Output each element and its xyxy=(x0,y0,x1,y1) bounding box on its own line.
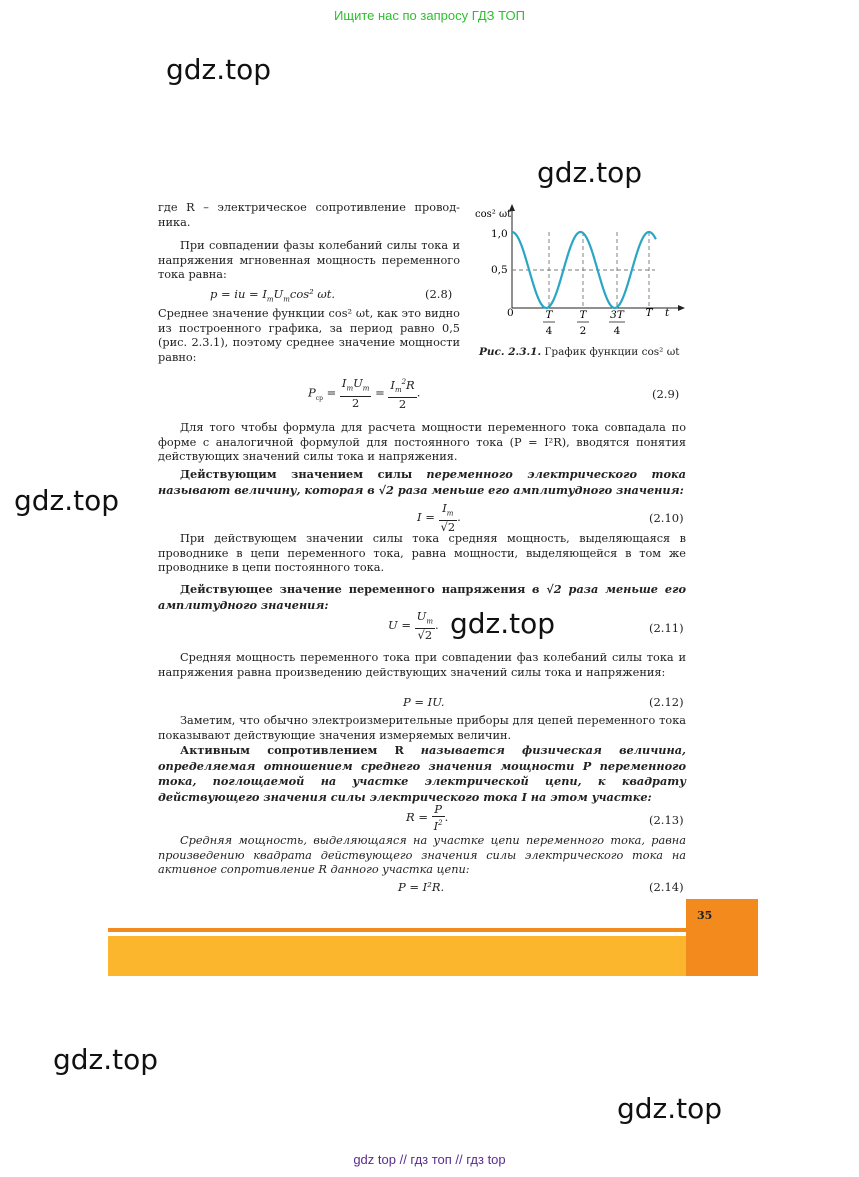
caption-text: График функции cos² ωt xyxy=(544,346,680,358)
paragraph: При совпадении фазы колебаний силы тока и напряжения мгновенная мощность переменного тока равна: xyxy=(158,239,460,282)
paragraph: Для того чтобы формула для расчета мощности переменного тока совпадала по форме с аналогичной формулой для постоянного тока (P = I²R), вводятся понятия действующих значений силы тока и напряжения. xyxy=(158,421,686,464)
watermark: gdz.top xyxy=(14,484,120,517)
definition-body: в √2 раза меньше его амплитудного значения: xyxy=(158,582,686,612)
figure-graph xyxy=(465,196,690,361)
definition-term: Действующим значением силы xyxy=(180,467,413,481)
page-number-block xyxy=(686,899,758,976)
definition xyxy=(158,743,686,805)
definition-term: Активным сопротивлением R xyxy=(180,743,404,757)
x-axis-label: t xyxy=(665,307,670,319)
y-tick-label: 0,5 xyxy=(491,264,508,276)
formula-2-14: P = I²R. xyxy=(398,880,445,894)
formula-number: (2.13) xyxy=(649,813,684,827)
formula-2-10: I = $\frac{I_m}{√2}$ . xyxy=(417,501,461,535)
formula-2-9: $P_{ср}$ = $\frac{I_mU_m}{2}$ = $\frac{I_m^2R}{2}$ . xyxy=(308,376,421,412)
formula-2-11: U = $\frac{U_m}{√2}$ . xyxy=(388,609,439,643)
origin-label: 0 xyxy=(507,307,514,319)
page-number: 35 xyxy=(697,909,713,922)
stripe-band xyxy=(108,936,686,976)
x-axis-arrow xyxy=(678,305,685,311)
watermark: gdz.top xyxy=(166,53,272,86)
x-tick-label: T xyxy=(645,307,653,319)
paragraph: При действующем значении силы тока средняя мощность, выделяющаяся в проводнике в цепи переменного тока, равна мощности, выделяющейся в том же проводнике в цепи постоянного тока. xyxy=(158,532,686,575)
paragraph: где R – электрическое сопротивление провод-ника. xyxy=(158,201,460,229)
caption-label: Рис. 2.3.1. xyxy=(479,346,542,358)
stripe-line xyxy=(108,928,686,932)
formula-2-8: p = iu = $I_mU_m\cos^2$ ωt. xyxy=(210,287,336,304)
watermark: gdz.top xyxy=(450,607,556,640)
dashed-guides xyxy=(512,232,655,308)
x-tick-numerator: T xyxy=(579,309,587,321)
x-tick-denominator: 4 xyxy=(613,325,621,337)
definition-body: переменного электрического тока называют величину, которая в √2 раза меньше его амплитудного значения: xyxy=(158,467,687,497)
y-axis-label: cos² ωt xyxy=(475,209,512,220)
formula-number: (2.9) xyxy=(652,387,680,401)
paragraph: Средняя мощность, выделяющаяся на участке цепи переменного тока, равна произведению квадрата действующего значения силы электрического тока на активное сопротивление R данного участка цепи: xyxy=(158,834,686,877)
definition-body: называется физическая величина, определяемая отношением среднего значения мощности P переменного тока, поглощаемой на участке электрической цепи, к квадрату действующего значения силы электрического тока I на этом участке: xyxy=(158,743,686,804)
x-tick-numerator: 3T xyxy=(610,309,624,321)
watermark: gdz.top xyxy=(617,1092,723,1125)
cos-squared-graph xyxy=(465,196,690,361)
formula-number: (2.11) xyxy=(649,621,684,635)
formula-number: (2.12) xyxy=(649,695,684,709)
formula-number: (2.14) xyxy=(649,880,684,894)
formula-2-13: R = $\frac{P}{I^2}$ . xyxy=(406,802,449,833)
paragraph: Заметим, что обычно электроизмерительные приборы для цепей переменного тока показывают действующие значения измеряемых величин. xyxy=(158,714,686,742)
definition-term: Действующее значение переменного напряжения xyxy=(180,582,526,596)
paragraph: Средняя мощность переменного тока при совпадении фаз колебаний силы тока и напряжения равна произведению действующих значений силы тока и напряжения: xyxy=(158,651,686,679)
formula-number: (2.10) xyxy=(649,511,684,525)
x-tick-denominator: 4 xyxy=(545,325,553,337)
formula-2-12: P = IU. xyxy=(403,695,445,709)
y-tick-label: 1,0 xyxy=(491,228,508,240)
figure-caption xyxy=(479,346,679,358)
watermark: gdz.top xyxy=(53,1043,159,1076)
x-tick-numerator: T xyxy=(545,309,553,321)
definition xyxy=(158,467,686,498)
footer-links[interactable]: gdz top // гдз топ // гдз top xyxy=(353,1152,506,1167)
formula-number: (2.8) xyxy=(425,287,453,301)
x-tick-denominator: 2 xyxy=(579,325,587,337)
paragraph: Среднее значение функции cos² ωt, как это видно из построенного графика, за период равно 0,5 (рис. 2.3.1), поэтому среднее значение мощности равно: xyxy=(158,307,460,364)
top-banner[interactable]: Ищите нас по запросу ГДЗ ТОП xyxy=(334,8,525,23)
watermark: gdz.top xyxy=(537,156,643,189)
